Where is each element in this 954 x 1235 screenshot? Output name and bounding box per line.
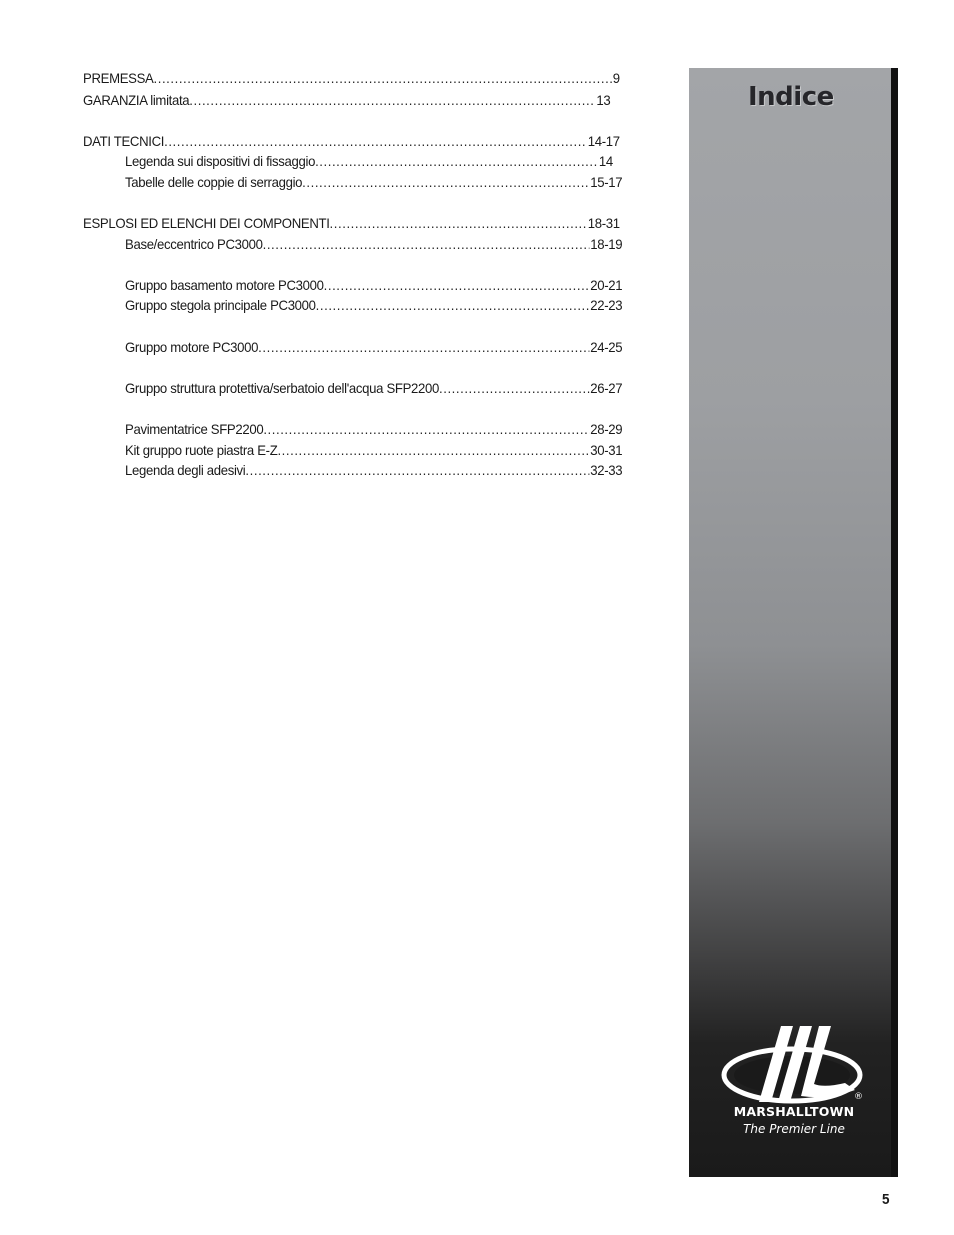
- toc-entry-page: 9: [612, 70, 620, 86]
- page-title: Indice: [748, 82, 834, 112]
- toc-entry-page: 26-27: [590, 380, 623, 396]
- toc-entry-dati-tecnici[interactable]: [83, 131, 620, 151]
- dot-leader: [154, 68, 612, 88]
- page-number: 5: [882, 1191, 890, 1208]
- toc-entry-label: Legenda degli adesivi: [125, 462, 246, 478]
- dot-leader: [263, 234, 590, 254]
- sidebar-panel: [689, 68, 898, 1177]
- dot-leader: [330, 213, 587, 233]
- toc-entry-label: Gruppo basamento motore PC3000: [125, 277, 324, 293]
- brand-tagline: The Premier Line: [743, 1122, 845, 1136]
- toc-entry-label: Gruppo struttura protettiva/serbatoio dell'acqua SFP2200: [125, 380, 440, 396]
- toc-entry-label: Tabelle delle coppie di serraggio: [125, 174, 303, 190]
- toc-entry-page: 24-25: [590, 339, 623, 355]
- dot-leader: [245, 460, 589, 480]
- toc-entry-label: Pavimentatrice SFP2200: [125, 421, 264, 437]
- toc-entry-label: PREMESSA: [83, 70, 154, 86]
- toc-entry-gruppo-basamento[interactable]: [125, 275, 622, 295]
- toc-entry-page: 28-29: [590, 421, 623, 437]
- brand-name: MARSHALLTOWN: [733, 1104, 855, 1119]
- logo-emblem-icon: [721, 1026, 867, 1106]
- toc-entry-legenda-adesivi[interactable]: [125, 460, 622, 480]
- dot-leader: [315, 151, 598, 171]
- toc-entry-page: 15-17: [590, 174, 623, 190]
- dot-leader: [324, 275, 590, 295]
- toc-entry-page: 18-19: [590, 236, 623, 252]
- toc-entry-page: 14-17: [587, 133, 620, 149]
- marshalltown-logo: [721, 1026, 867, 1146]
- toc-entry-page: 32-33: [590, 462, 623, 478]
- dot-leader: [164, 131, 587, 151]
- dot-leader: [263, 419, 589, 439]
- toc-entry-label: DATI TECNICI: [83, 133, 165, 149]
- toc-entry-gruppo-stegola[interactable]: [125, 295, 622, 315]
- dot-leader: [189, 90, 595, 110]
- toc-entry-tabelle-coppie[interactable]: [125, 172, 622, 192]
- dot-leader: [258, 337, 589, 357]
- dot-leader: [439, 378, 589, 398]
- toc-entry-garanzia[interactable]: [83, 90, 610, 110]
- dot-leader: [316, 295, 590, 315]
- toc-entry-page: 20-21: [590, 277, 623, 293]
- toc-entry-label: GARANZIA limitata: [83, 92, 190, 108]
- registered-mark: ®: [854, 1092, 863, 1102]
- dot-leader: [277, 440, 589, 460]
- toc-entry-gruppo-struttura[interactable]: [125, 378, 622, 398]
- toc-entry-kit-ruote[interactable]: [125, 440, 622, 460]
- toc-entry-label: Gruppo motore PC3000: [125, 339, 259, 355]
- toc-entry-label: Kit gruppo ruote piastra E-Z: [125, 442, 278, 458]
- toc-entry-gruppo-motore[interactable]: [125, 337, 622, 357]
- dot-leader: [302, 172, 589, 192]
- toc-entry-pavimentatrice[interactable]: [125, 419, 622, 439]
- toc-entry-page: 14: [598, 153, 613, 169]
- toc-entry-esplosi[interactable]: [83, 213, 620, 233]
- toc-entry-label: Gruppo stegola principale PC3000: [125, 297, 316, 313]
- toc-entry-page: 30-31: [590, 442, 623, 458]
- toc-entry-page: 22-23: [590, 297, 623, 313]
- toc-entry-page: 18-31: [587, 215, 620, 231]
- toc-entry-base-eccentrico[interactable]: [125, 234, 622, 254]
- toc-entry-label: Base/eccentrico PC3000: [125, 236, 263, 252]
- toc-entry-page: 13: [596, 92, 611, 108]
- toc-entry-label: Legenda sui dispositivi di fissaggio: [125, 153, 316, 169]
- sidebar-edge: [891, 68, 898, 1177]
- toc-entry-label: ESPLOSI ED ELENCHI DEI COMPONENTI: [83, 215, 330, 231]
- toc-entry-legenda-fissaggio[interactable]: [125, 151, 613, 171]
- toc-entry-premessa[interactable]: [83, 68, 620, 88]
